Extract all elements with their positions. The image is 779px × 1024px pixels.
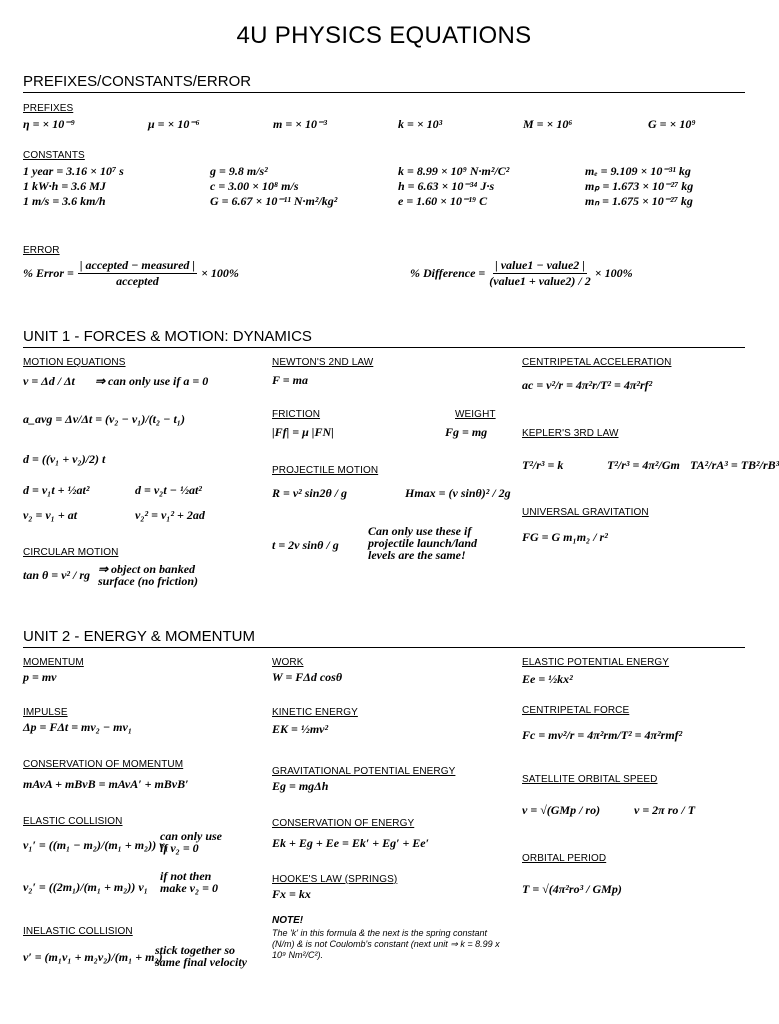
label-work: WORK	[272, 657, 304, 668]
label-orbital-period: ORBITAL PERIOD	[522, 853, 607, 864]
pct-diff-lhs: % Difference =	[410, 266, 486, 280]
eq-newtons-second-law: F = ma	[272, 373, 308, 387]
note-banked-line-2: surface (no friction)	[98, 574, 198, 588]
constant-k: k = 8.99 × 10⁹ N·m²/C²	[398, 164, 510, 178]
eq-work: W = FΔd cosθ	[272, 670, 343, 684]
eq-max-height: Hmax = (v sinθ)² / 2g	[405, 486, 511, 500]
eq-displacement-v1: d = v₁t + ½at²	[23, 483, 90, 497]
label-conservation-of-energy: CONSERVATION OF ENERGY	[272, 818, 415, 829]
label-centripetal-force: CENTRIPETAL FORCE	[522, 705, 630, 716]
eq-percent-error	[23, 258, 239, 289]
constant-c: c = 3.00 × 10⁸ m/s	[210, 179, 299, 193]
constant-kwh: 1 kW·h = 3.6 MJ	[23, 179, 106, 193]
pct-error-den: accepted	[116, 274, 159, 288]
section-heading-unit-2: UNIT 2 - ENERGY & MOMENTUM	[23, 628, 745, 648]
eq-kinetic-energy: EK = ½mv²	[272, 722, 329, 736]
page-title: 4U PHYSICS EQUATIONS	[236, 22, 532, 49]
note-projectile-line-3: levels are the same!	[368, 548, 466, 562]
note-inelastic-line-1: stick together so	[155, 943, 235, 957]
eq-gravitational-potential-energy: Eg = mgΔh	[272, 779, 329, 793]
note-banked-surface	[98, 563, 198, 587]
note-inelastic	[155, 944, 247, 968]
note-projectile-line-2: projectile launch/land	[368, 536, 478, 550]
label-kinetic-energy: KINETIC ENERGY	[272, 707, 358, 718]
constants-col-1	[23, 164, 124, 209]
pct-error-num: | accepted − measured |	[79, 258, 196, 272]
eq-orbital-period: T = √(4π²ro³ / GMp)	[522, 882, 622, 896]
eq-orbital-speed-period: v = 2π ro / T	[634, 803, 696, 817]
eq-centripetal-force: Fc = mv²/r = 4π²rm/T² = 4π²rmf²	[522, 728, 683, 742]
eq-elastic-v1: v₁′ = ((m₁ − m₂)/(m₁ + m₂)) v₁	[23, 838, 169, 852]
note-text: The 'k' in this formula & the next is the spring constant (N/m) & is not Coulomb's constant (next unit ⇒ k = 8.99 x 10⁹ Nm²/C²).	[272, 928, 500, 960]
note-banked-line-1: ⇒ object on banked	[98, 562, 196, 576]
note-elastic-use	[160, 830, 222, 854]
constant-G: G = 6.67 × 10⁻¹¹ N·m²/kg²	[210, 194, 338, 208]
label-constants: CONSTANTS	[23, 150, 85, 161]
eq-time-of-flight: t = 2v sinθ / g	[272, 538, 339, 552]
pct-diff-num: | value1 − value2 |	[495, 258, 585, 272]
eq-kepler-constant: T²/r³ = k	[522, 458, 564, 472]
eq-avg-acceleration: a_avg = Δv/Δt = (v₂ − v₁)/(t₂ − t₁)	[23, 412, 185, 426]
constants-col-3	[398, 164, 509, 209]
label-inelastic-collision: INELASTIC COLLISION	[23, 926, 133, 937]
prefix-micro: μ = × 10⁻⁶	[148, 117, 200, 131]
label-universal-gravitation: UNIVERSAL GRAVITATION	[522, 507, 649, 518]
note-velocity: ⇒ can only use if a = 0	[95, 374, 209, 388]
prefix-nano: η = × 10⁻⁹	[23, 117, 75, 131]
note-projectile-line-1: Can only use these if	[368, 524, 472, 538]
eq-orbital-speed-gravity: v = √(GMp / ro)	[522, 803, 601, 817]
constant-mn: mₙ = 1.675 × 10⁻²⁷ kg	[585, 194, 693, 208]
eq-banking-angle: tan θ = v² / rg	[23, 568, 91, 582]
label-motion-equations: MOTION EQUATIONS	[23, 357, 126, 368]
label-prefixes: PREFIXES	[23, 103, 74, 114]
prefix-mega: M = × 10⁶	[523, 117, 573, 131]
note-heading: NOTE!	[272, 915, 304, 926]
pct-error-frac	[78, 258, 197, 289]
eq-displacement-avg: d = ((v₁ + v₂)/2) t	[23, 452, 106, 466]
label-momentum: MOMENTUM	[23, 657, 84, 668]
eq-range: R = v² sin2θ / g	[272, 486, 348, 500]
section-heading-prefixes-constants: PREFIXES/CONSTANTS/ERROR	[23, 73, 745, 93]
eq-hookes-law: Fx = kx	[272, 887, 311, 901]
eq-velocity: v = Δd / Δt	[23, 374, 75, 388]
constant-h: h = 6.63 × 10⁻³⁴ J·s	[398, 179, 495, 193]
eq-weight: Fg = mg	[445, 425, 488, 439]
label-keplers-third-law: KEPLER'S 3RD LAW	[522, 428, 619, 439]
eq-friction: |Ff| = μ |FN|	[272, 425, 334, 439]
note-elastic-line-1: can only use	[160, 829, 223, 843]
eq-universal-gravitation: FG = G m₁m₂ / r²	[522, 530, 608, 544]
label-weight: WEIGHT	[455, 409, 496, 420]
label-circular-motion: CIRCULAR MOTION	[23, 547, 119, 558]
pct-error-lhs: % Error =	[23, 266, 74, 280]
label-elastic-collision: ELASTIC COLLISION	[23, 816, 123, 827]
label-friction: FRICTION	[272, 409, 321, 420]
note-elastic-else	[160, 870, 218, 894]
eq-conservation-of-momentum: mAvA + mBvB = mAvA′ + mBvB′	[23, 777, 189, 791]
constant-mp: mₚ = 1.673 × 10⁻²⁷ kg	[585, 179, 694, 193]
eq-impulse: Δp = FΔt = mv₂ − mv₁	[23, 720, 133, 734]
eq-elastic-v2: v₂′ = ((2m₁)/(m₁ + m₂)) v₁	[23, 880, 148, 894]
constant-g: g = 9.8 m/s²	[210, 164, 268, 178]
eq-displacement-v2: d = v₂t − ½at²	[135, 483, 202, 497]
pct-error-rhs: × 100%	[201, 266, 239, 280]
note-projectile	[368, 525, 477, 561]
constants-col-4	[585, 164, 693, 209]
note-inelastic-line-2: same final velocity	[155, 955, 247, 969]
eq-centripetal-acceleration: ac = v²/r = 4π²r/T² = 4π²rf²	[522, 378, 653, 392]
note-elastic-line-3: if not then	[160, 869, 212, 883]
constant-e: e = 1.60 × 10⁻¹⁹ C	[398, 194, 488, 208]
constant-year: 1 year = 3.16 × 10⁷ s	[23, 164, 124, 178]
section-heading-unit-1: UNIT 1 - FORCES & MOTION: DYNAMICS	[23, 328, 745, 348]
constant-me: mₑ = 9.109 × 10⁻³¹ kg	[585, 164, 691, 178]
pct-diff-rhs: × 100%	[594, 266, 633, 280]
note-elastic-line-4: make v₂ = 0	[160, 881, 219, 895]
label-newtons-second-law: NEWTON'S 2ND LAW	[272, 357, 374, 368]
prefix-giga: G = × 10⁹	[648, 117, 696, 131]
constants-col-2	[210, 164, 337, 209]
eq-inelastic-collision: v′ = (m₁v₁ + m₂v₂)/(m₁ + m₂)	[23, 950, 163, 964]
pct-diff-frac	[489, 258, 590, 289]
label-gravitational-potential-energy: GRAVITATIONAL POTENTIAL ENERGY	[272, 766, 456, 777]
pct-diff-den: (value1 + value2) / 2	[489, 274, 591, 288]
label-elastic-potential-energy: ELASTIC POTENTIAL ENERGY	[522, 657, 670, 668]
label-conservation-of-momentum: CONSERVATION OF MOMENTUM	[23, 759, 184, 770]
label-impulse: IMPULSE	[23, 707, 68, 718]
prefix-kilo: k = × 10³	[398, 117, 443, 131]
label-centripetal-acceleration: CENTRIPETAL ACCELERATION	[522, 357, 672, 368]
eq-elastic-potential-energy: Ee = ½kx²	[522, 672, 573, 686]
label-hookes-law: HOOKE'S LAW (SPRINGS)	[272, 874, 398, 885]
eq-kepler-ratio: TA²/rA³ = TB²/rB³	[690, 458, 779, 472]
label-projectile-motion: PROJECTILE MOTION	[272, 465, 379, 476]
eq-kepler-newton: T²/r³ = 4π²/Gm	[607, 458, 680, 472]
label-error: ERROR	[23, 245, 60, 256]
label-satellite-orbital-speed: SATELLITE ORBITAL SPEED	[522, 774, 658, 785]
eq-momentum: p = mv	[23, 670, 57, 684]
eq-velocity-squared: v₂² = v₁² + 2ad	[135, 508, 205, 522]
note-elastic-line-2: if v₂ = 0	[160, 841, 199, 855]
constant-ms: 1 m/s = 3.6 km/h	[23, 194, 106, 208]
eq-conservation-of-energy: Ek + Eg + Ee = Ek′ + Eg′ + Ee′	[272, 836, 429, 850]
eq-final-velocity: v₂ = v₁ + at	[23, 508, 78, 522]
eq-percent-difference	[410, 258, 633, 289]
prefix-milli: m = × 10⁻³	[273, 117, 327, 131]
